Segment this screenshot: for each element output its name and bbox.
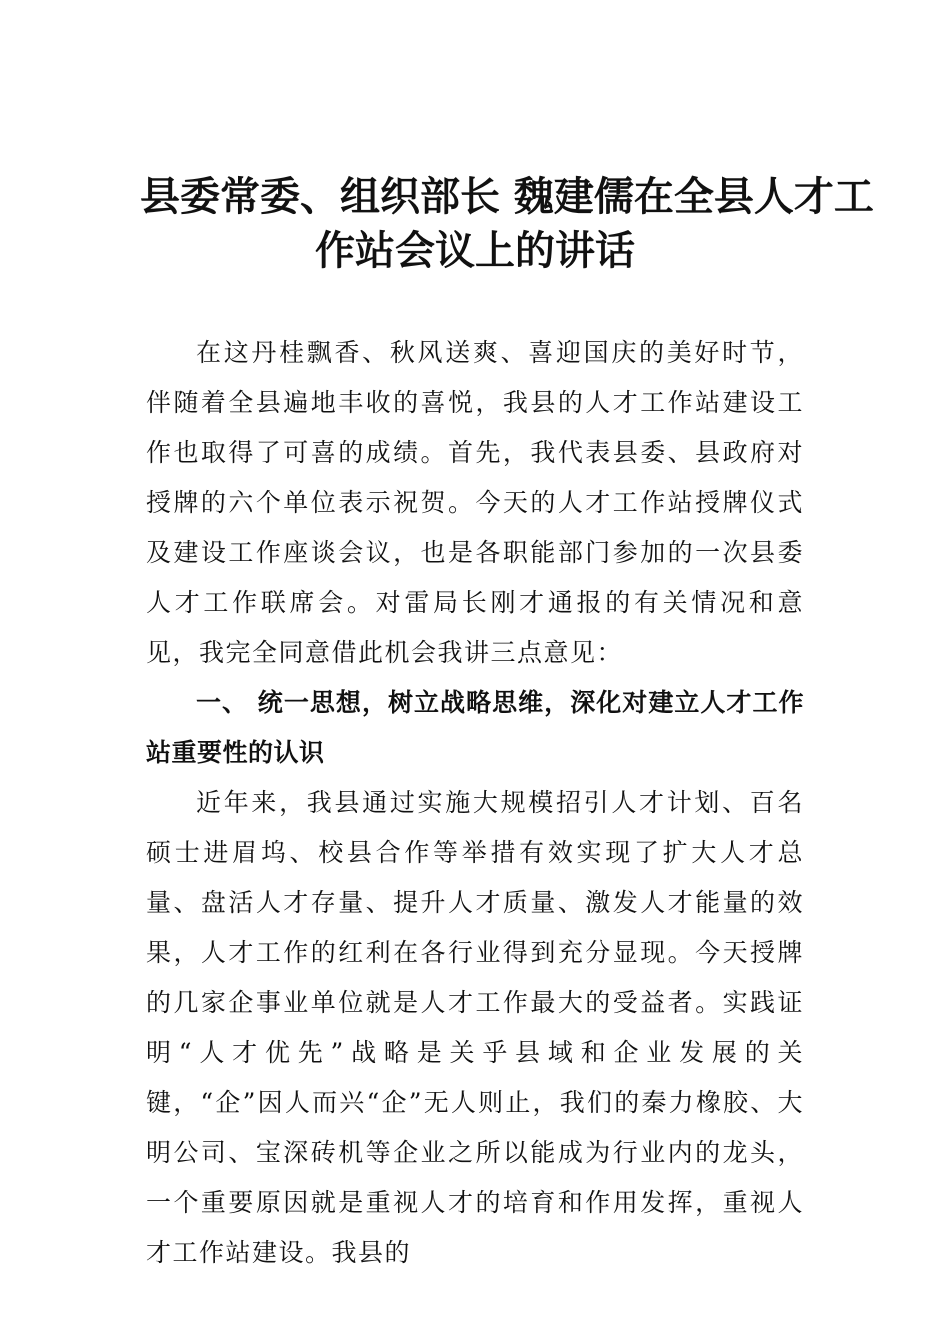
paragraph-section-1: 近年来，我县通过实施大规模招引人才计划、百名硕士进眉坞、校县合作等举措有效实现了扩大人才总量、盘活人才存量、提升人才质量、激发人才能量的效果，人才工作的红利在各行业得到充分显现。今天授牌的几家企事业单位就是人才工作最大的受益者。实践证明“人才优先”战略是关乎县域和企业发展的关键，“企”因人而兴“企”无人则止，我们的秦力橡胶、大明公司、宝深砖机等企业之所以能成为行业内的龙头，一个重要原因就是重视人才的培育和作用发挥，重视人才工作站建设。我县的 <box>146 788 804 1267</box>
section-heading-1: 一、 统一思想，树立战略思维，深化对建立人才工作站重要性的认识 <box>146 688 804 767</box>
paragraph-intro: 在这丹桂飘香、秋风送爽、喜迎国庆的美好时节，伴随着全县遍地丰收的喜悦，我县的人才工作站建设工作也取得了可喜的成绩。首先，我代表县委、县政府对授牌的六个单位表示祝贺。今天的人才工作站授牌仪式及建设工作座谈会议，也是各职能部门参加的一次县委人才工作联席会。对雷局长刚才通报的有关情况和意见，我完全同意借此机会我讲三点意见： <box>146 338 804 667</box>
title-line-1: 县委常委、组织部长 魏建儒在全县人才工 <box>140 173 874 220</box>
document-title <box>140 170 874 278</box>
title-line-2: 作站会议上的讲话 <box>315 227 635 274</box>
document-body <box>146 328 804 1278</box>
